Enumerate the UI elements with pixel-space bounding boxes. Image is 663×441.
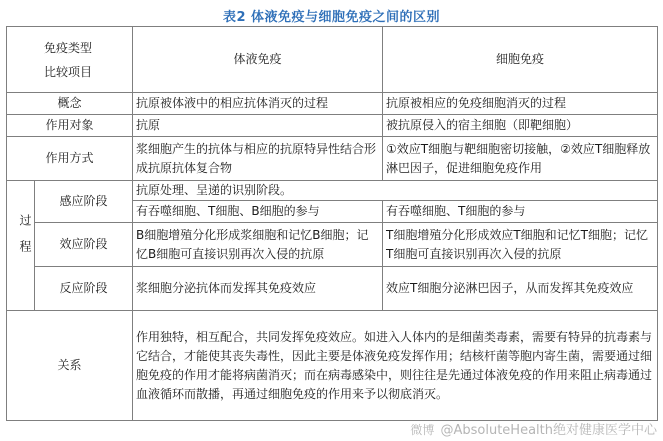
table-row: [7, 93, 658, 115]
table-row: [7, 223, 658, 267]
header-corner-cell: [7, 27, 133, 93]
header-immune-type: 免疫类型: [44, 40, 93, 55]
weibo-watermark: [410, 419, 657, 438]
cell-sensing-shared: 抗原处理、呈递的识别阶段。: [133, 181, 658, 201]
row-label-process: [7, 181, 35, 311]
table-row: [7, 267, 658, 311]
header-cellular: 细胞免疫: [383, 27, 658, 93]
weibo-icon: 微博: [410, 423, 435, 437]
table-title: 表2 体液免疫与细胞免疫之间的区别: [222, 10, 441, 25]
table-row: [7, 311, 658, 421]
row-label-relation: 关系: [7, 311, 133, 421]
cell-sensing-cellular: 有吞噬细胞、T细胞的参与: [383, 201, 658, 223]
cell-mode-cellular: ①效应T细胞与靶细胞密切接触，②效应T细胞释放淋巴因子，促进细胞免疫作用: [383, 137, 658, 181]
cell-concept-humoral: 抗原被体液中的相应抗体消灭的过程: [133, 93, 383, 115]
cell-response-humoral: 浆细胞分泌抗体而发挥其免疫效应: [133, 267, 383, 311]
row-label-reaction: 效应阶段: [35, 223, 133, 267]
row-label-concept: 概念: [7, 93, 133, 115]
cell-reaction-cellular: T细胞增殖分化形成效应T细胞和记忆T细胞；记忆T细胞可直接识别再次入侵的抗原: [383, 223, 658, 267]
header-humoral: 体液免疫: [133, 27, 383, 93]
watermark-text: @AbsoluteHealth绝对健康医学中心: [440, 423, 657, 438]
cell-sensing-humoral: 有吞噬细胞、T细胞、B细胞的参与: [133, 201, 383, 223]
row-label-sensing: 感应阶段: [35, 181, 133, 223]
row-label-mode: 作用方式: [7, 137, 133, 181]
row-label-target: 作用对象: [7, 115, 133, 137]
row-label-response: 反应阶段: [35, 267, 133, 311]
cell-mode-humoral: 浆细胞产生的抗体与相应的抗原特异性结合形成抗原抗体复合物: [133, 137, 383, 181]
cell-concept-cellular: 抗原被相应的免疫细胞消灭的过程: [383, 93, 658, 115]
cell-relation-text: 作用独特，相互配合，共同发挥免疫效应。如进入人体内的是细菌类毒素，需要有特异的抗毒素与它结合，才能使其丧失毒性，因此主要是体液免疫发挥作用；结核杆菌等胞内寄生菌，需要通过细胞免疫的作用才能将病菌消灭；而在病毒感染中，则往往是先通过体液免疫的作用来阻止病毒通过血液循环而散播，再通过细胞免疫的作用来予以彻底消灭。: [133, 311, 658, 421]
cell-target-cellular: 被抗原侵入的宿主细胞（即靶细胞）: [383, 115, 658, 137]
table-row: [7, 137, 658, 181]
process-label: 过程: [18, 214, 32, 266]
cell-reaction-humoral: B细胞增殖分化形成浆细胞和记忆B细胞；记忆B细胞可直接识别再次入侵的抗原: [133, 223, 383, 267]
cell-response-cellular: 效应T细胞分泌淋巴因子，从而发挥其免疫效应: [383, 267, 658, 311]
table-row: [7, 115, 658, 137]
header-compare-item: 比较项目: [44, 64, 93, 79]
cell-target-humoral: 抗原: [133, 115, 383, 137]
immunity-comparison-table: [6, 26, 658, 421]
table-row: [7, 181, 658, 201]
